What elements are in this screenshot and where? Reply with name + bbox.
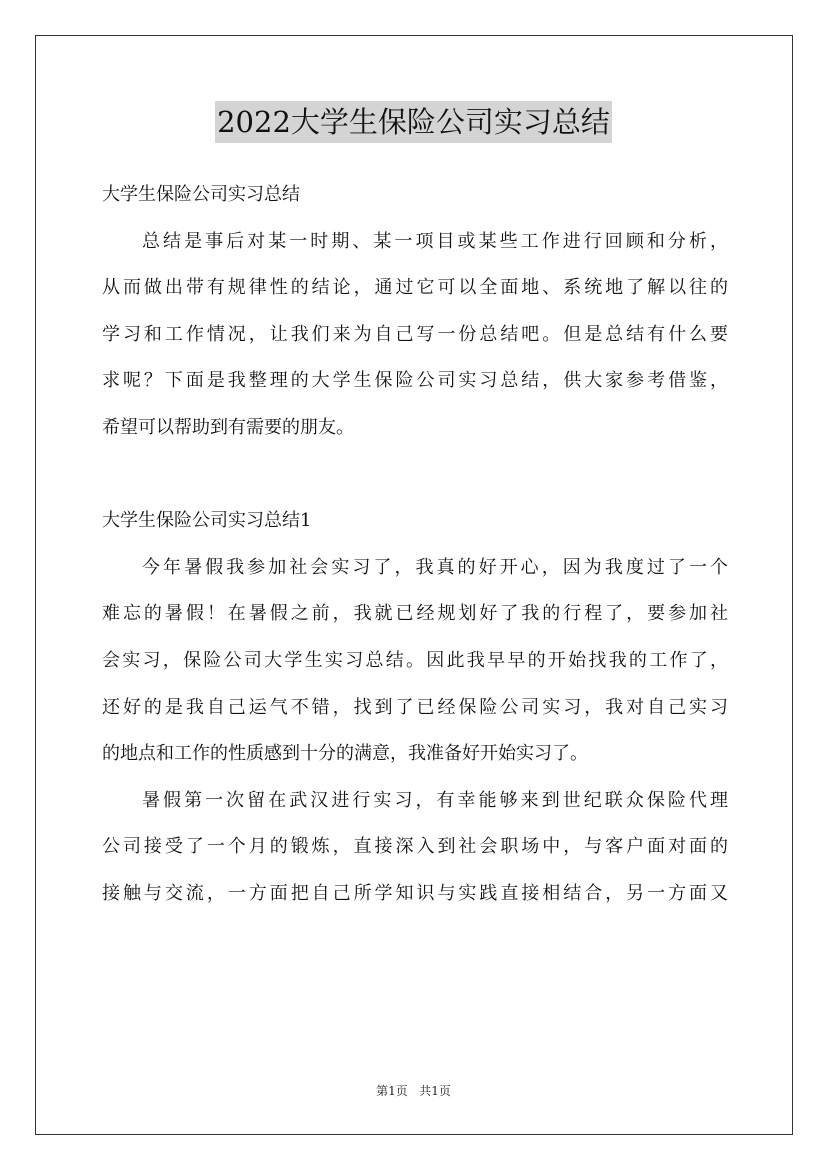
page-number: 第1页 [376, 1084, 408, 1098]
paragraph-line: 暑假第一次留在武汉进行实习，有幸能够来到世纪联众保险代理 [142, 789, 728, 811]
intro-line: 总结是事后对某一时期、某一项目或某些工作进行回顾和分析， [142, 230, 728, 252]
intro-line: 学习和工作情况，让我们来为自己写一份总结吧。但是总结有什么要 [102, 323, 728, 345]
document-title: 2022大学生保险公司实习总结 [215, 101, 612, 143]
intro-line: 从而做出带有规律性的结论，通过它可以全面地、系统地了解以往的 [102, 277, 728, 299]
blank-line [102, 452, 728, 499]
paragraph-line: 的地点和工作的性质感到十分的满意，我准备好开始实习了。 [102, 743, 588, 765]
paragraph-line: 今年暑假我参加社会实习了，我真的好开心，因为我度过了一个 [142, 556, 728, 578]
intro-line: 希望可以帮助到有需要的朋友。 [102, 416, 354, 438]
paragraph-line: 难忘的暑假！在暑假之前，我就已经规划好了我的行程了，要参加社 [102, 603, 728, 625]
section-heading-intro: 大学生保险公司实习总结 [102, 184, 300, 205]
paragraph-line: 接触与交流，一方面把自己所学知识与实践直接相结合，另一方面又 [102, 882, 728, 904]
page-total: 共1页 [419, 1084, 451, 1098]
page-footer [0, 1082, 827, 1099]
paragraph-line: 还好的是我自己运气不错，找到了已经保险公司实习，我对自己实习 [102, 696, 728, 718]
paragraph-line: 会实习，保险公司大学生实习总结。因此我早早的开始找我的工作了， [102, 649, 728, 671]
document-body [102, 172, 728, 918]
title-wrap [0, 101, 827, 143]
section-heading-1: 大学生保险公司实习总结1 [102, 510, 312, 532]
intro-line: 求呢？下面是我整理的大学生保险公司实习总结，供大家参考借鉴， [102, 370, 728, 392]
paragraph-line: 公司接受了一个月的锻炼，直接深入到社会职场中，与客户面对面的 [102, 836, 728, 858]
